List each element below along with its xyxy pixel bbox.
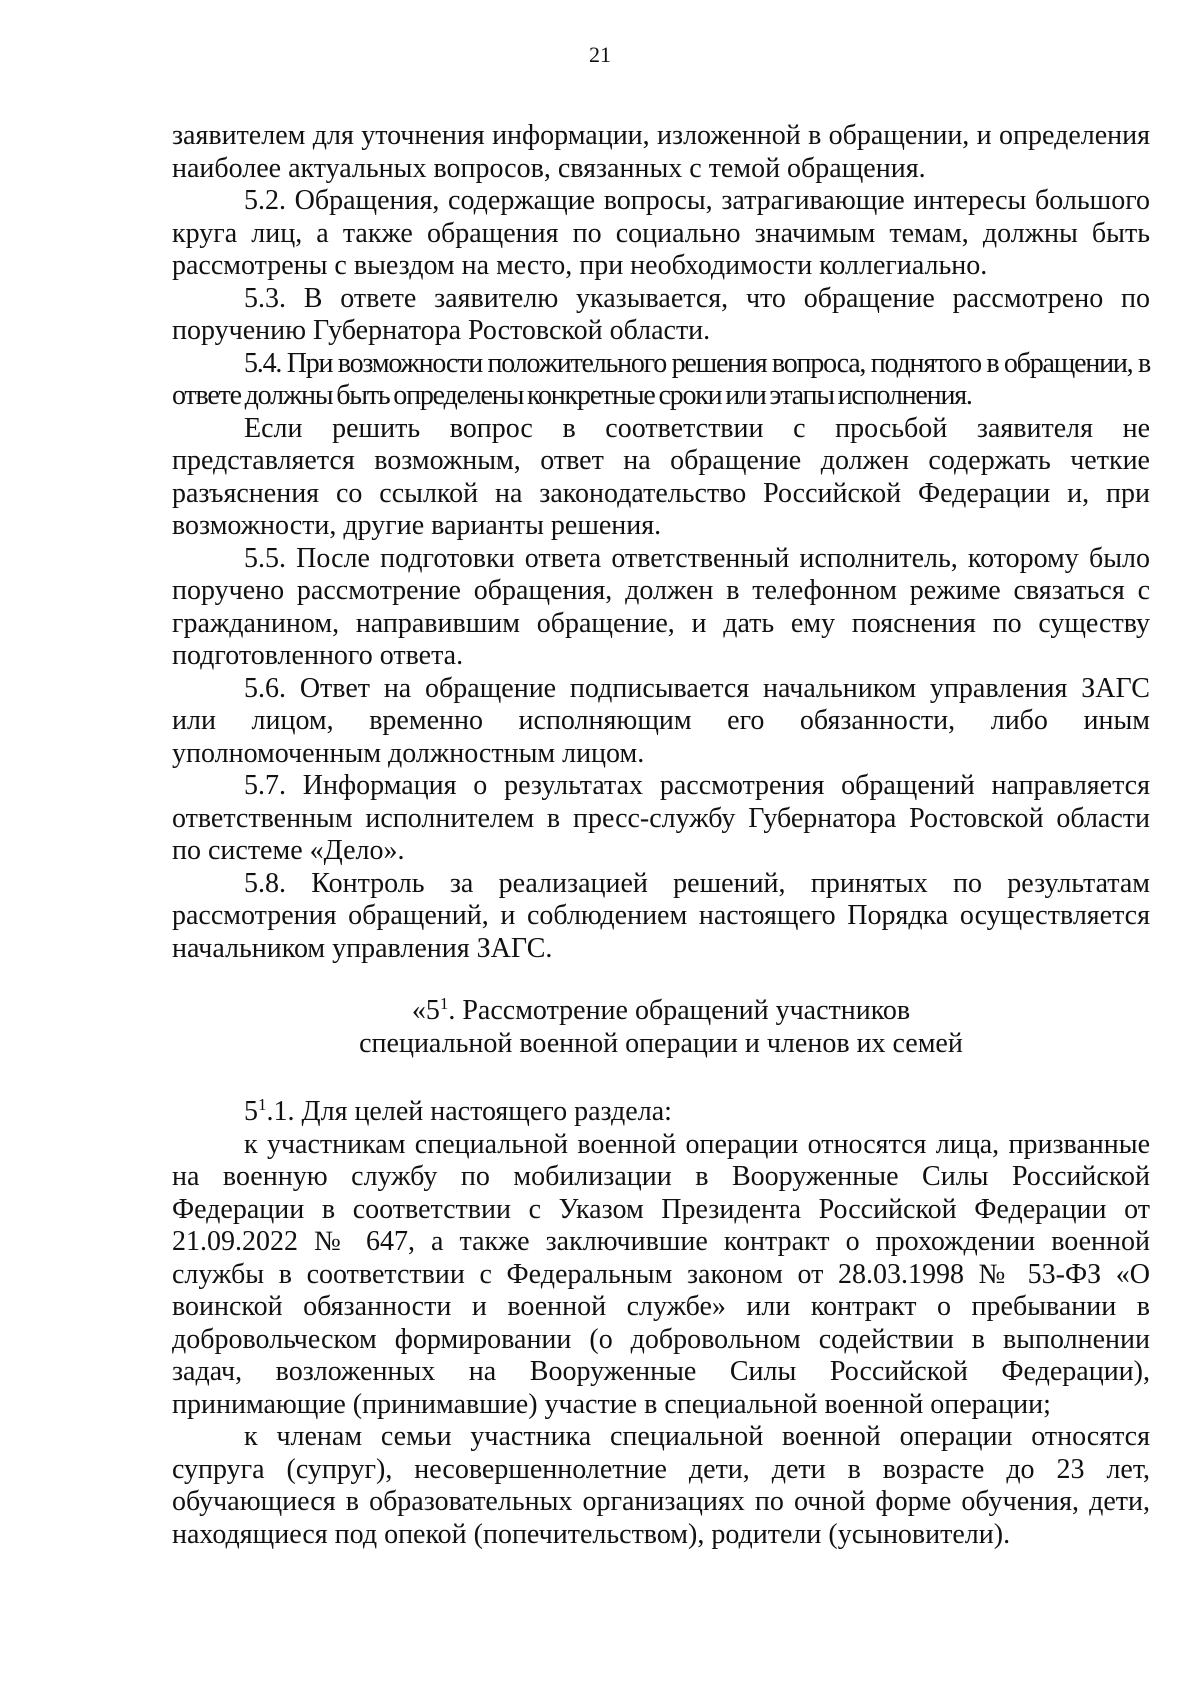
paragraph-5-6: 5.6. Ответ на обращение подписывается начальником управления ЗАГС или лицом, временно исполняющим его обязанности, либо иным уполномоченным должностным лицом. [172,672,1150,769]
section-heading-line2: специальной военной операции и членов их семей [359,1027,963,1059]
section-heading-line1-rest: . Рассмотрение обращений участников [448,995,911,1026]
paragraph-participants: к участникам специальной военной операции относятся лица, призванные на военную службу по мобилизации в Вооруженные Силы Российской Федерации в соответствии с Указом Президента Российской Федерации от 21.09.2022 № 647, а также заключившие контракт о прохождении военной службы в соответствии с Федеральным законом от 28.03.1998 № 53-ФЗ «О воинской обязанности и военной службе» или контракт о пребывании в добровольческом формировании (о добровольном содействии в выполнении задач, возложенных на Вооруженные Силы Российской Федерации), принимающие (принимавшие) участие в специальной военной операции; [172,1128,1150,1420]
paragraph-5-4-cont: Если решить вопрос в соответствии с просьбой заявителя не представляется возможным, ответ на обращение должен содержать четкие разъяснения со ссылкой на законодательство Российской Федерации и, при возможности, другие варианты решения. [172,412,1150,541]
document-body [172,120,1150,1551]
subsection-prefix: 5 [244,1096,258,1127]
subsection-superscript: 1 [258,1095,267,1114]
subsection-rest: .1. Для целей настоящего раздела: [266,1096,672,1127]
subsection-title [172,1096,1150,1129]
paragraph-5-7: 5.7. Информация о результатах рассмотрения обращений направляется ответственным исполнителем в пресс-службу Губернатора Ростовской области по системе «Дело». [172,770,1150,866]
paragraph-5-4: 5.4. При возможности положительного решения вопроса, поднятого в обращении, в ответе должны быть определены конкретные сроки или этапы исполнения. [172,347,1150,411]
section-heading-prefix: «5 [411,995,440,1026]
paragraph-5-3: 5.3. В ответе заявителю указывается, что обращение рассмотрено по поручению Губернатора Ростовской области. [172,282,1150,346]
section-heading-line1 [172,995,1150,1028]
paragraph-5-5: 5.5. После подготовки ответа ответственный исполнитель, которому было поручено рассмотрение обращения, должен в телефонном режиме связаться с гражданином, направившим обращение, и дать ему пояснения по существу подготовленного ответа. [172,542,1150,671]
page-number: 21 [589,42,611,67]
paragraph-family-members: к членам семьи участника специальной военной операции относятся супруга (супруг), несовершеннолетние дети, дети в возрасте до 23 лет, обучающиеся в образовательных организациях по очной форме обучения, дети, находящиеся под опекой (попечительством), родители (усыновители). [172,1421,1150,1550]
section-heading [172,995,1150,1060]
paragraph-continuation: заявителем для уточнения информации, изложенной в обращении, и определения наиболее актуальных вопросов, связанных с темой обращения. [172,120,1150,184]
paragraph-5-2: 5.2. Обращения, содержащие вопросы, затрагивающие интересы большого круга лиц, а также обращения по социально значимым темам, должны быть рассмотрены с выездом на место, при необходимости коллегиально. [172,185,1150,281]
section-heading-superscript: 1 [439,994,449,1013]
paragraph-5-8: 5.8. Контроль за реализацией решений, принятых по результатам рассмотрения обращений, и соблюдением настоящего Порядка осуществляется начальником управления ЗАГС. [172,867,1150,964]
